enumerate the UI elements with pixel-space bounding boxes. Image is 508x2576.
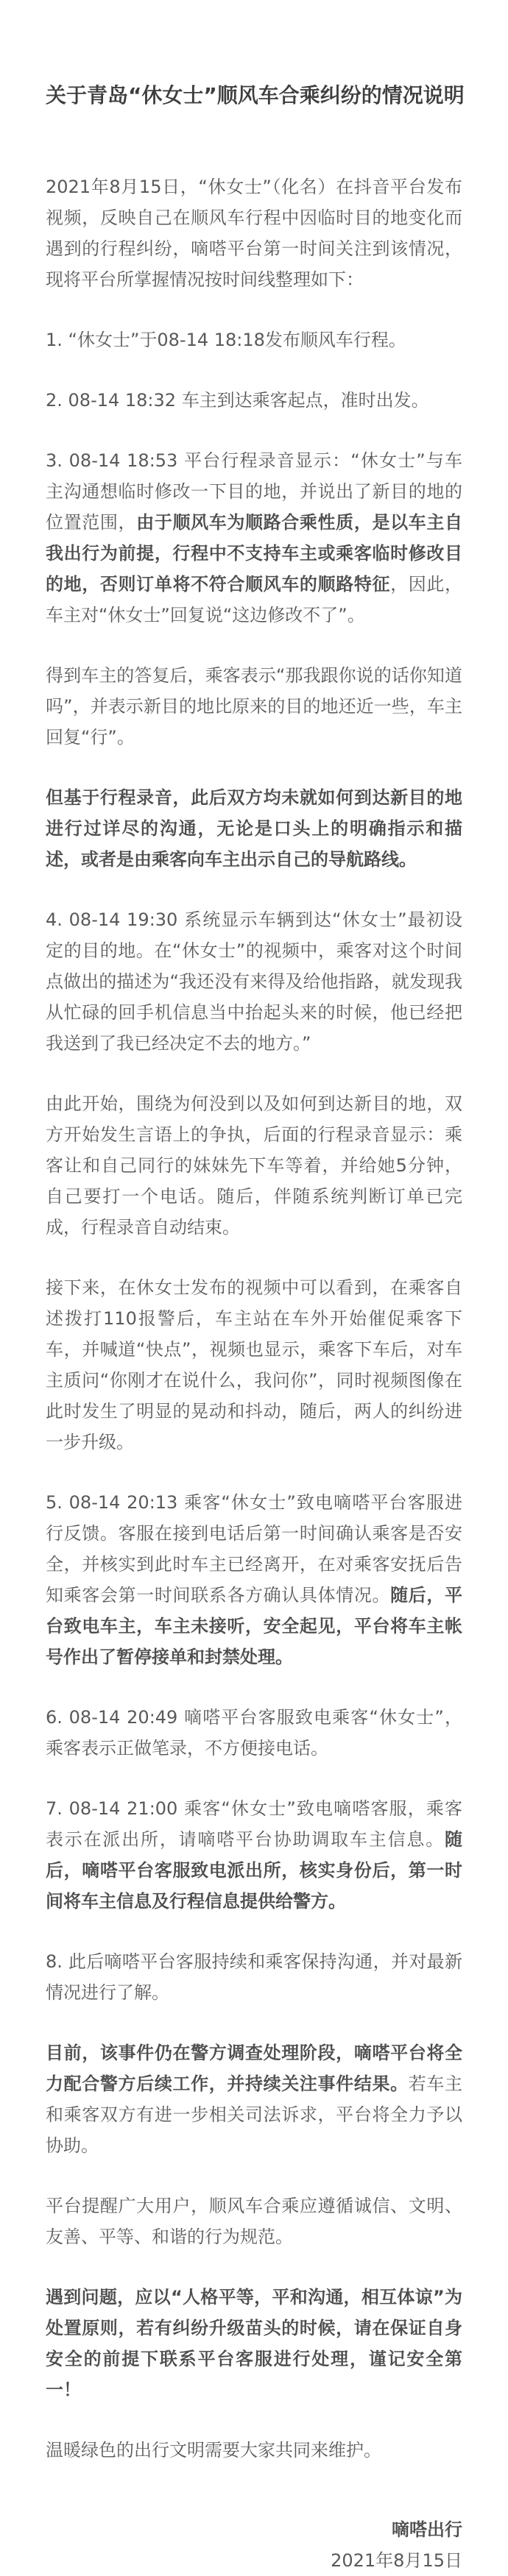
platform-reminder-text: 平台提醒广大用户，顺风车合乘应遵循诚信、文明、友善、平等、和谐的行为规范。 bbox=[46, 2196, 462, 2247]
timeline-item-4-text: 4. 08-14 19:30 系统显示车辆到达“休女士”最初设定的目的地。在“休女士”的视频中，乘客对这个时间点做出的描述为“我还没有来得及给他指路，就发现我从忙碌的回手机信息当中抬起头来的时候，他已经把我送到了我已经决定不去的地方。” bbox=[46, 909, 462, 1054]
dispute-principle-text: 遇到问题，应以“人格平等，平和沟通，相互体谅”为处置原则，若有纠纷升级苗头的时候，请在保证自身安全的前提下联系平台客服进行处理，谨记安全第一！ bbox=[46, 2287, 462, 2400]
timeline-item-3-bold-text: 由于顺风车为顺路合乘性质，是以车主自我出行为前提，行程中不支持车主或乘客临时修改目的地，否则订单将不符合顺风车的顺路特征 bbox=[46, 512, 463, 595]
driver-reply-paragraph bbox=[46, 660, 462, 753]
timeline-item-2 bbox=[46, 385, 462, 416]
timeline-item-3-text: 3. 08-14 18:53 平台行程录音显示：“休女士”与车主沟通想临时修改一下目的地，并说出了新目的地的位置范围， bbox=[46, 450, 462, 533]
video-description-paragraph bbox=[46, 1272, 462, 1458]
current-status-paragraph bbox=[46, 2037, 462, 2161]
timeline-item-1-text: 1. “休女士”于08-14 18:18发布顺风车行程。 bbox=[46, 330, 406, 350]
closing-paragraph bbox=[46, 2435, 462, 2466]
timeline-item-3 bbox=[46, 445, 462, 631]
timeline-item-3-text-tail: ，因此，车主对“休女士”回复说“这边修改不了”。 bbox=[46, 574, 463, 625]
current-status-bold-text: 目前，该事件仍在警方调查处理阶段，嘀嗒平台将全力配合警方后续工作，并持续关注事件结果。 bbox=[46, 2043, 462, 2094]
dispute-start-paragraph bbox=[46, 1088, 462, 1243]
timeline-item-7 bbox=[46, 1793, 462, 1917]
timeline-item-7-bold-text: 随后，嘀嗒平台客服致电派出所，核实身份后，第一时间将车主信息及行程信息提供给警方。 bbox=[46, 1829, 462, 1912]
dispute-start-text: 由此开始，围绕为何没到以及如何到达新目的地，双方开始发生言语上的争执，后面的行程录音显示：乘客让和自己同行的妹妹先下车等着，并给她5分钟，自己要打一个电话。随后，伴随系统判断订单已完成，行程录音自动结束。 bbox=[46, 1093, 462, 1238]
timeline-item-1 bbox=[46, 324, 462, 355]
communication-note-paragraph bbox=[46, 782, 462, 875]
timeline-item-5-text: 5. 08-14 20:13 乘客“休女士”致电嘀嗒平台客服进行反馈。客服在接到电话后第一时间确认乘客是否安全，并核实到此时车主已经离开，在对乘客安抚后告知乘客会第一时间联系各方确认具体情况。 bbox=[46, 1492, 462, 1605]
timeline-item-6-text: 6. 08-14 20:49 嘀嗒平台客服致电乘客“休女士”，乘客表示正做笔录，不方便接电话。 bbox=[46, 1707, 462, 1759]
company-signature: 嘀嗒出行 bbox=[392, 2519, 462, 2540]
video-description-text: 接下来，在休女士发布的视频中可以看到，在乘客自述拨打110报警后，车主站在车外开始催促乘客下车，并喊道“快点”，视频也显示，乘客下车后，对车主质问“你刚才在说什么，我问你”，同时视频图像在此时发生了明显的晃动和抖动，随后，两人的纠纷进一步升级。 bbox=[46, 1277, 462, 1452]
timeline-item-5-bold-text: 随后，平台致电车主，车主未接听，安全起见，平台将车主帐号作出了暂停接单和封禁处理。 bbox=[46, 1585, 463, 1667]
driver-reply-text: 得到车主的答复后，乘客表示“那我跟你说的话你知道吗”，并表示新目的地比原来的目的地还近一些，车主回复“行”。 bbox=[46, 665, 462, 748]
timeline-item-7-text: 7. 08-14 21:00 乘客“休女士”致电嘀嗒客服，乘客表示在派出所，请嘀嗒平台协助调取车主信息。 bbox=[46, 1798, 462, 1850]
timeline-item-8-text: 8. 此后嘀嗒平台客服持续和乘客保持沟通，并对最新情况进行了解。 bbox=[46, 1951, 462, 2003]
closing-text: 温暖绿色的出行文明需要大家共同来维护。 bbox=[46, 2440, 381, 2460]
current-status-text: 若车主和乘客双方有进一步相关司法诉求，平台将全力予以协助。 bbox=[46, 2073, 463, 2156]
statement-date: 2021年8月15日 bbox=[331, 2550, 462, 2571]
timeline-item-8 bbox=[46, 1946, 462, 2008]
page-title: 关于青岛“休女士”顺风车合乘纠纷的情况说明 bbox=[46, 83, 465, 107]
intro-paragraph bbox=[46, 171, 462, 295]
platform-reminder-paragraph bbox=[46, 2190, 462, 2252]
timeline-item-4 bbox=[46, 904, 462, 1059]
communication-note-text: 但基于行程录音，此后双方均未就如何到达新目的地进行过详尽的沟通，无论是口头上的明确指示和描述，或者是由乘客向车主出示自己的导航路线。 bbox=[46, 787, 462, 870]
dispute-principle-paragraph bbox=[46, 2282, 462, 2405]
intro-text: 2021年8月15日，“休女士”（化名）在抖音平台发布视频，反映自己在顺风车行程中因临时目的地变化而遇到的行程纠纷，嘀嗒平台第一时间关注到该情况，现将平台所掌握情况按时间线整理如下： bbox=[46, 177, 462, 290]
timeline-item-2-text: 2. 08-14 18:32 车主到达乘客起点，准时出发。 bbox=[46, 390, 429, 411]
timeline-item-6 bbox=[46, 1702, 462, 1764]
timeline-item-5 bbox=[46, 1487, 462, 1672]
